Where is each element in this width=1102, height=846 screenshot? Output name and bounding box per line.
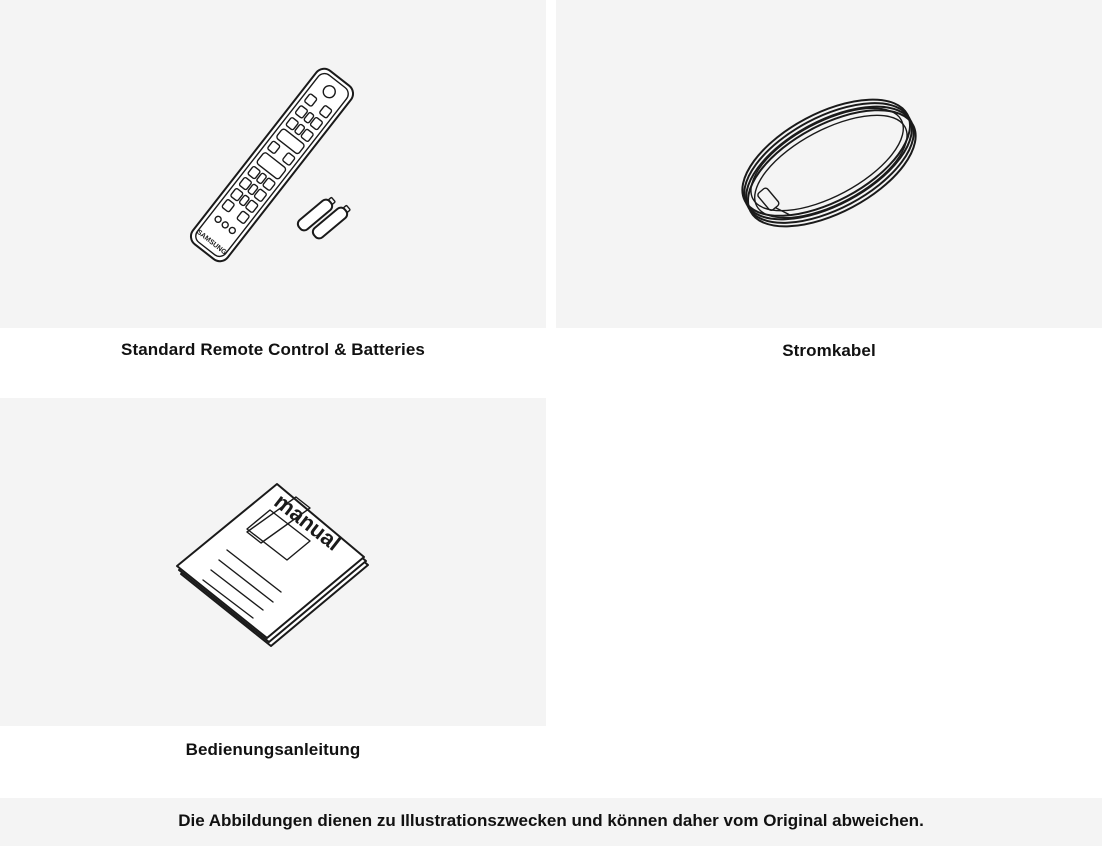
batteries-icon: [296, 195, 352, 240]
manual-tile: [0, 398, 546, 726]
disclaimer-bar: [0, 798, 1102, 846]
remote-control-tile: [0, 0, 546, 328]
remote-control-caption: Standard Remote Control & Batteries: [121, 340, 425, 359]
power-cable-icon: [556, 0, 1102, 328]
power-cable-tile: [556, 0, 1102, 328]
manual-caption: Bedienungsanleitung: [185, 740, 361, 759]
disclaimer-text: Die Abbildungen dienen zu Illustrationszwecken und können daher vom Original abweichen.: [178, 811, 924, 830]
remote-brand-label: SAMSUNG: [195, 228, 228, 257]
manual-booklet-icon: [0, 398, 546, 726]
remote-control-and-batteries-icon: [0, 0, 546, 328]
manual-cover-label: manual: [269, 488, 346, 556]
power-cable-caption: Stromkabel: [782, 341, 876, 360]
